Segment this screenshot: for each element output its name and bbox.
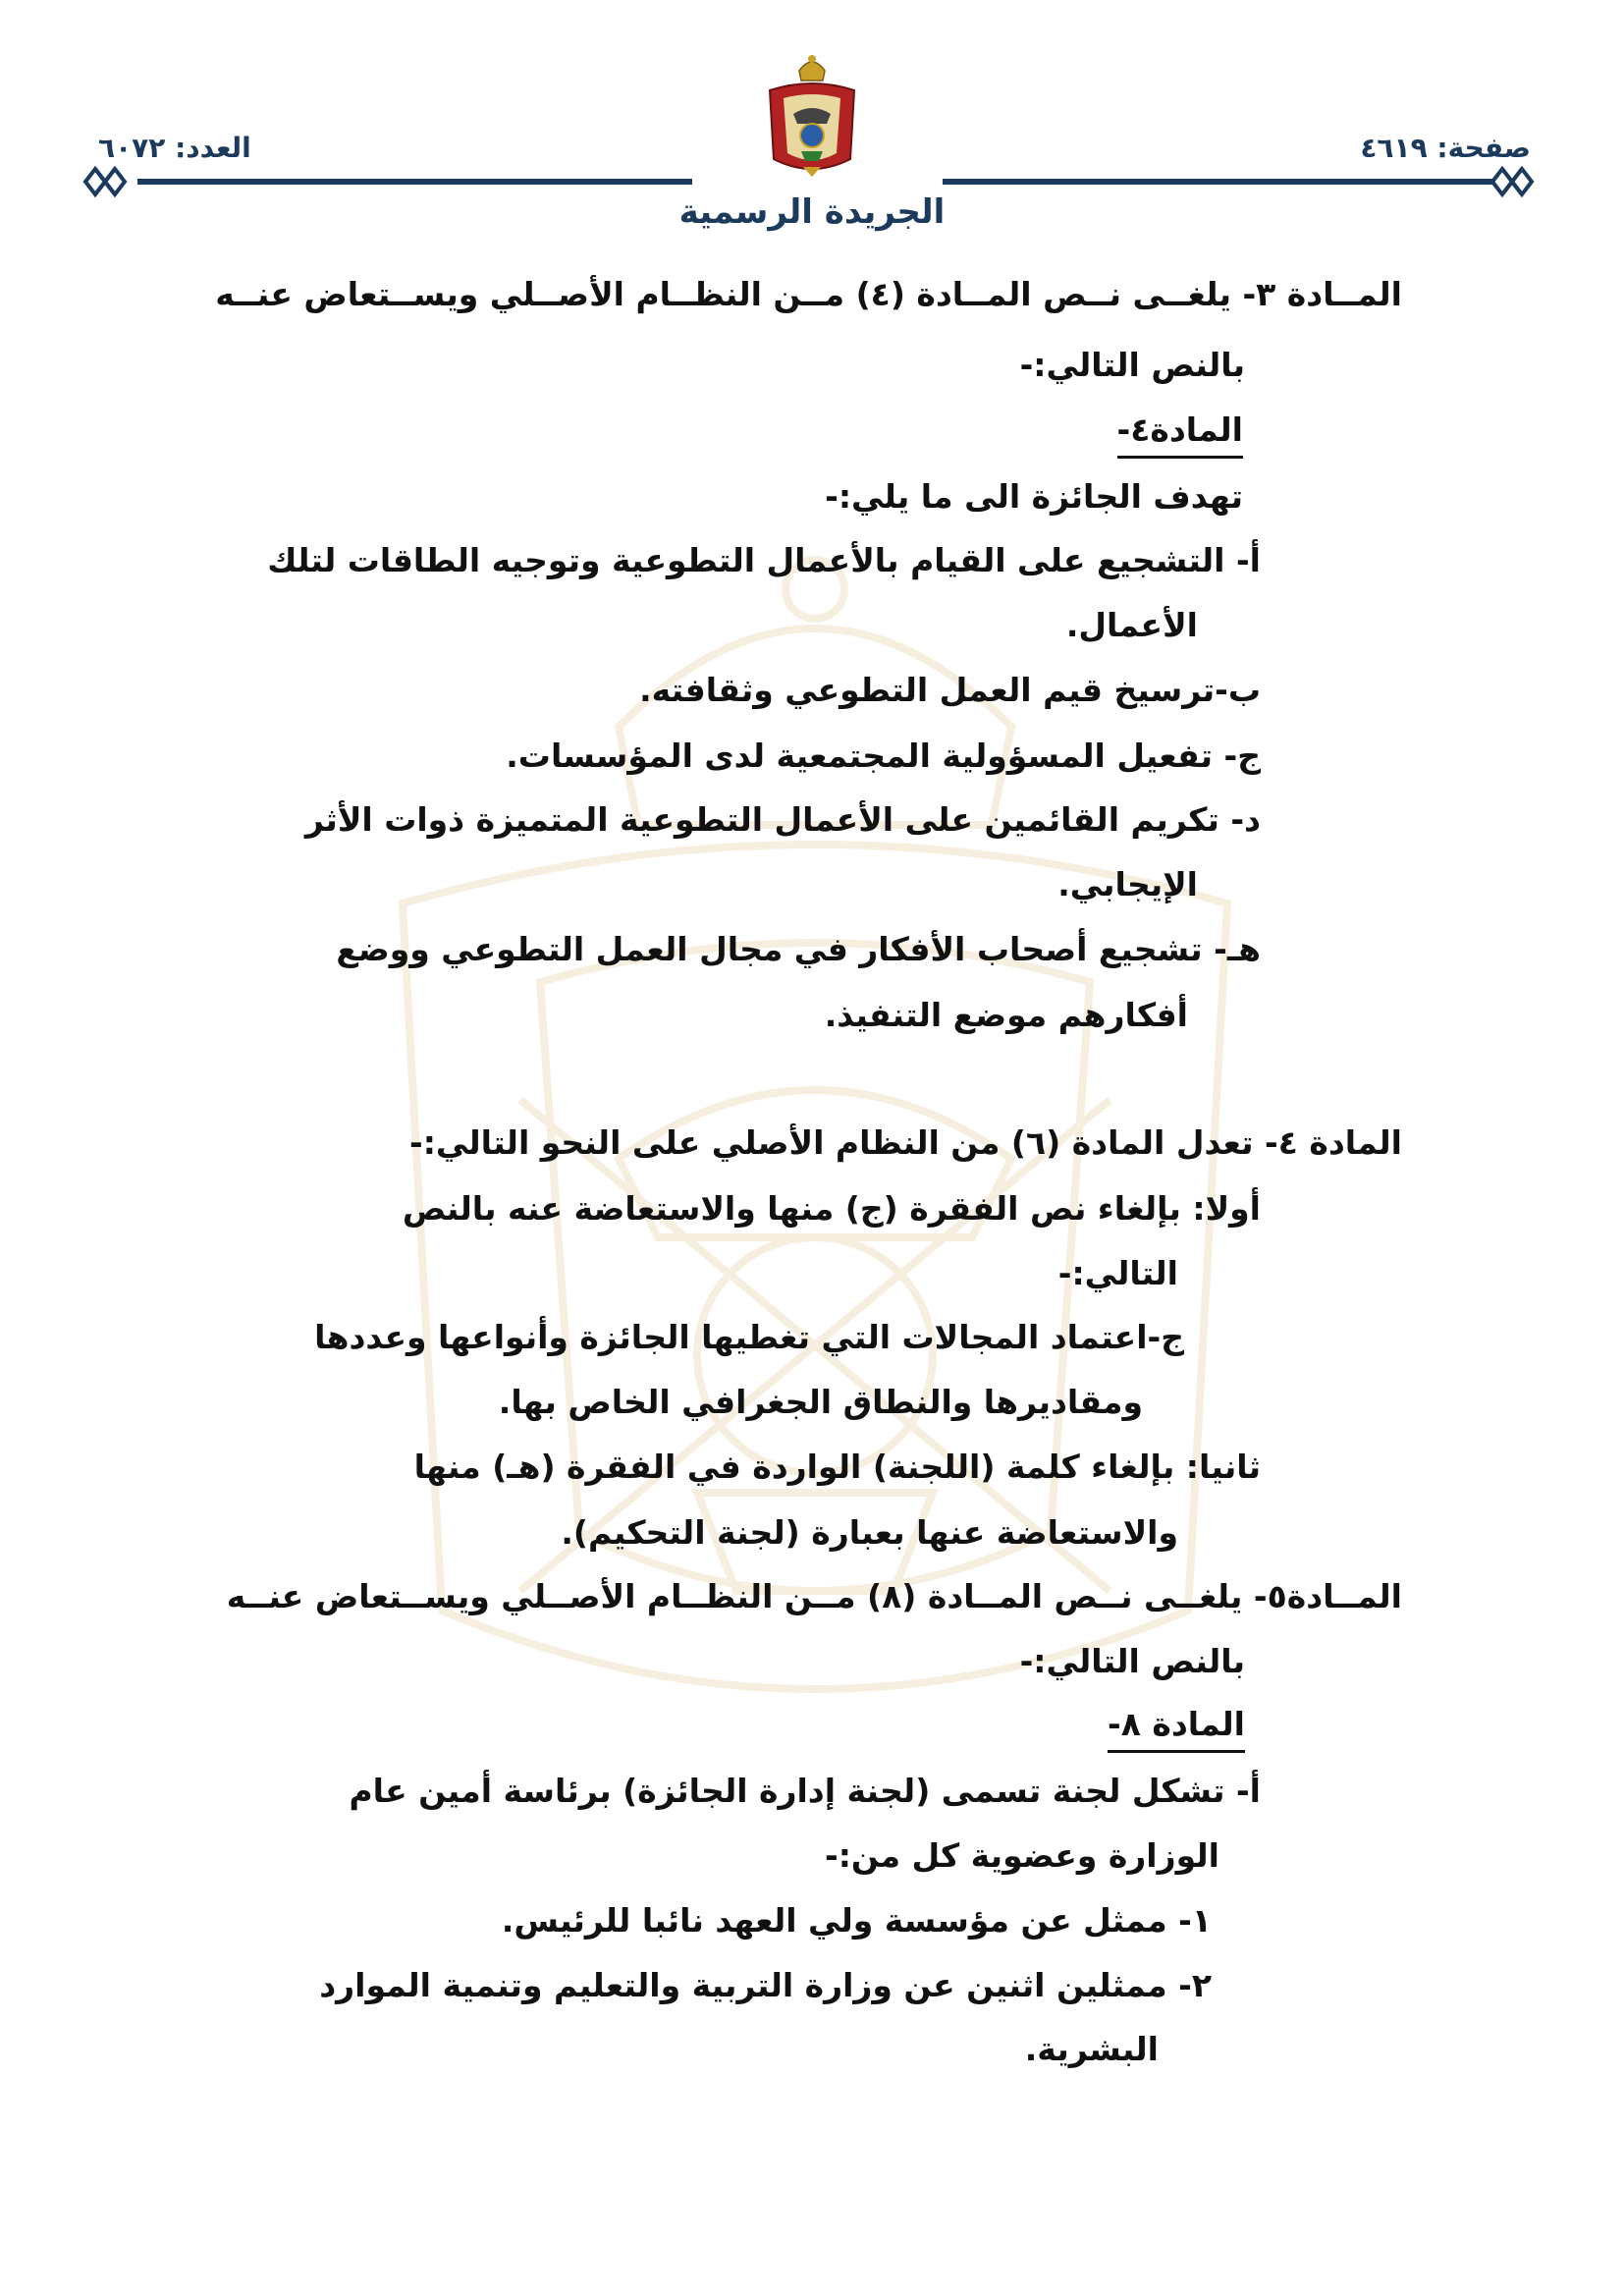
issue-number: العدد: ٦٠٧٢ [98,132,251,164]
page-number: صفحة: ٤٦١٩ [1360,132,1531,164]
clause-a-committee: أ- تشكل لجنة تسمى (لجنة إدارة الجائزة) برئاسة أمين عام [349,1772,1261,1810]
gazette-title: الجريدة الرسمية [678,192,946,232]
text-line: الأعمال. [1065,606,1198,644]
list-item-d: د- تكريم القائمين على الأعمال التطوعية المتميزة ذوات الأثر [304,800,1261,839]
text-line: البشرية. [1024,2030,1159,2068]
text-line: الوزارة وعضوية كل من:- [825,1836,1219,1875]
clause-second: ثانيا: بإلغاء كلمة (اللجنة) الواردة في الفقرة (هـ) منها [413,1448,1261,1486]
text-line: التالي:- [1057,1254,1178,1292]
text-line: الإيجابي. [1057,865,1198,903]
article-4-heading: المادة ٤- تعدل المادة (٦) من النظام الأصلي على النحو التالي:- [409,1123,1402,1162]
text-line: تهدف الجائزة الى ما يلي:- [825,477,1243,516]
text-line: بالنص التالي:- [1019,1642,1245,1680]
header-rule-right [943,179,1492,185]
list-item-b: ب-ترسيخ قيم العمل التطوعي وثقافته. [639,671,1261,709]
ornament-knot-icon [1488,161,1537,202]
article-8-subheading: المادة ٨- [1108,1701,1245,1753]
text-line: أفكارهم موضع التنفيذ. [824,996,1188,1034]
ornament-knot-icon [81,161,130,202]
list-item-e: هـ- تشجيع أصحاب الأفكار في مجال العمل التطوعي ووضع [336,930,1261,968]
list-item-a: أ- التشجيع على القيام بالأعمال التطوعية وتوجيه الطاقات لتلك [267,541,1261,579]
article-5-heading: المــادة٥- يلغــى نــص المــادة (٨) مــن النظــام الأصــلي ويســتعاض عنــه [226,1577,1402,1615]
clause-first: أولا: بإلغاء نص الفقرة (ج) منها والاستعاضة عنه بالنص [402,1189,1261,1228]
clause-c-new: ج-اعتماد المجالات التي تغطيها الجائزة وأنواعها وعددها [314,1318,1184,1356]
article-4-subheading: المادة٤- [1117,407,1244,459]
text-line: والاستعاضة عنها بعبارة (لجنة التحكيم). [561,1513,1178,1552]
member-item-1: ١- ممثل عن مؤسسة ولي العهد نائبا للرئيس. [501,1901,1212,1940]
coat-of-arms-icon [764,51,860,181]
list-item-c: ج- تفعيل المسؤولية المجتمعية لدى المؤسسات. [506,737,1261,775]
header-rule-left [137,179,692,185]
member-item-2: ٢- ممثلين اثنين عن وزارة التربية والتعليم وتنمية الموارد [319,1966,1212,2004]
text-line: بالنص التالي:- [1019,346,1245,384]
article-3-heading: المــادة ٣- يلغــى نــص المــادة (٤) مــن النظــام الأصــلي ويســتعاض عنــه [215,275,1402,313]
text-line: ومقاديرها والنطاق الجغرافي الخاص بها. [498,1383,1143,1421]
